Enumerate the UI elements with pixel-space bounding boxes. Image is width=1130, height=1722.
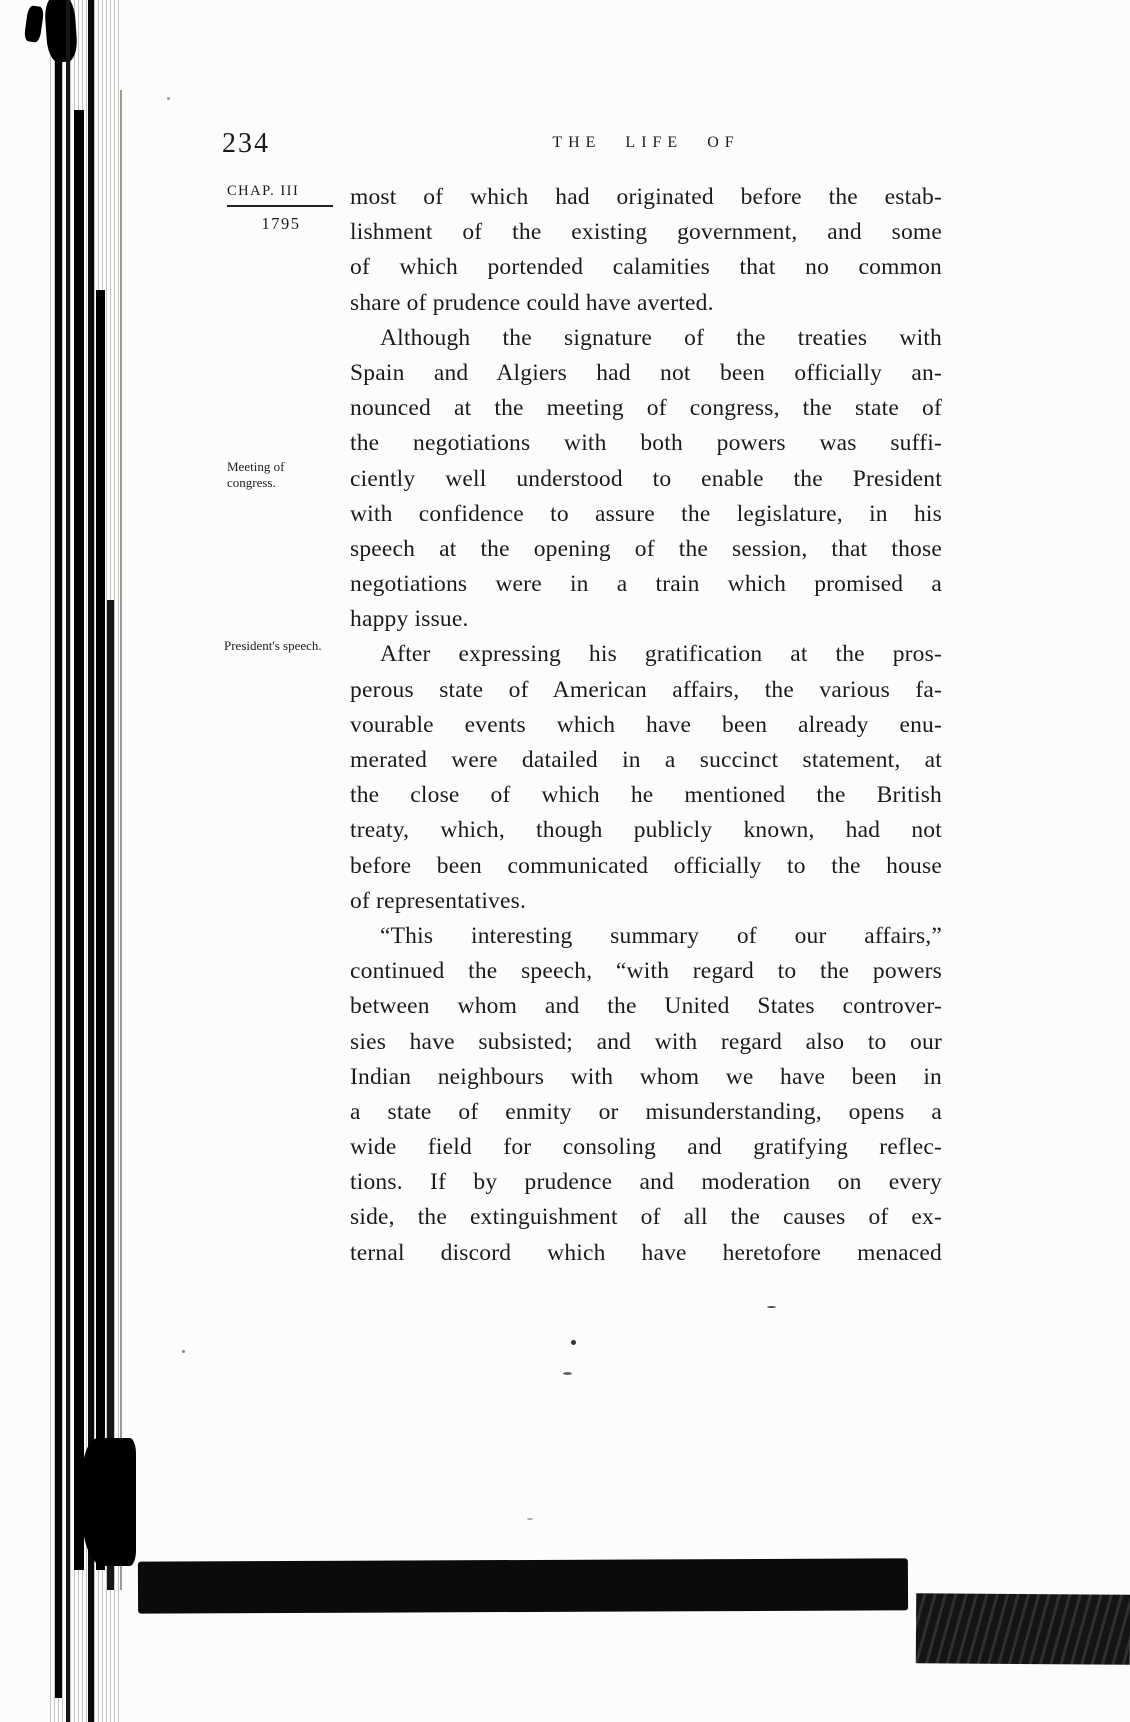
body-line: negotiations were in a train which promised a [350, 571, 942, 598]
page-edge-line [120, 90, 122, 1590]
dust-speck [527, 1518, 533, 1520]
page-number: 234 [222, 128, 270, 159]
body-line: side, the extinguishment of all the causes of ex- [350, 1204, 942, 1231]
dust-speck [767, 1306, 776, 1308]
scan-streak [55, 58, 62, 1698]
scan-streak [66, 0, 70, 1722]
body-line: After expressing his gratification at the pros- [380, 641, 942, 668]
margin-note-speech: President's speech. [224, 638, 322, 653]
body-line: tions. If by prudence and moderation on every [350, 1169, 942, 1196]
body-line: most of which had originated before the estab- [350, 184, 942, 210]
scan-streak [96, 290, 105, 1570]
body-text [350, 180, 942, 1271]
body-line: sies have subsisted; and with regard also to our [350, 1028, 942, 1055]
chapter-label: CHAP. III [227, 183, 300, 199]
body-line: of representatives. [350, 887, 527, 914]
body-line: the close of which he mentioned the British [350, 782, 942, 809]
body-line: the negotiations with both powers was suffi- [350, 430, 942, 457]
corner-scan-block [916, 1593, 1130, 1664]
dust-speck [167, 97, 170, 100]
scan-blob [44, 0, 79, 63]
body-line: Indian neighbours with whom we have been in [350, 1063, 942, 1090]
body-line: ternal discord which have heretofore menaced [350, 1239, 942, 1266]
body-line: continued the speech, “with regard to the powers [350, 958, 942, 985]
year-label: 1795 [261, 214, 301, 233]
body-line: a state of enmity or misunderstanding, opens a [350, 1098, 942, 1125]
body-line: with confidence to assure the legislature, in his [350, 500, 942, 527]
scan-blob [24, 5, 45, 43]
body-line: treaty, which, though publicly known, had not [350, 817, 942, 844]
body-line: nounced at the meeting of congress, the state of [350, 395, 942, 422]
body-line: share of prudence could have averted. [350, 289, 714, 316]
dust-speck [571, 1340, 576, 1345]
body-line: Spain and Algiers had not been officially an- [350, 359, 942, 386]
body-line: wide field for consoling and gratifying reflec- [350, 1134, 942, 1161]
margin-note-meeting: Meeting of congress. [227, 459, 285, 490]
chapter-rule [227, 205, 333, 207]
body-line: “This interesting summary of our affairs,” [380, 922, 942, 949]
dust-speck [563, 1372, 572, 1375]
body-line: happy issue. [350, 606, 469, 633]
scan-gutter-artifact [0, 0, 150, 1722]
body-line: of which portended calamities that no common [350, 254, 942, 281]
body-line: perous state of American affairs, the various fa- [350, 676, 942, 703]
body-line: lishment of the existing government, and some [350, 219, 942, 246]
bottom-scan-bar [138, 1558, 908, 1613]
chapter-margin-block [227, 183, 335, 234]
scan-blob [82, 1438, 136, 1566]
body-line: vourable events which have been already enu- [350, 711, 942, 738]
body-line: merated were datailed in a succinct statement, at [350, 747, 942, 773]
dust-speck [182, 1350, 185, 1353]
body-line: speech at the opening of the session, that those [350, 535, 942, 562]
running-header: THE LIFE OF [552, 134, 740, 151]
scan-streak [74, 110, 84, 1570]
body-line: ciently well understood to enable the President [350, 465, 942, 492]
body-line: between whom and the United States controver- [350, 993, 942, 1020]
body-line: before been communicated officially to the house [350, 852, 942, 879]
body-line: Although the signature of the treaties with [380, 324, 942, 351]
